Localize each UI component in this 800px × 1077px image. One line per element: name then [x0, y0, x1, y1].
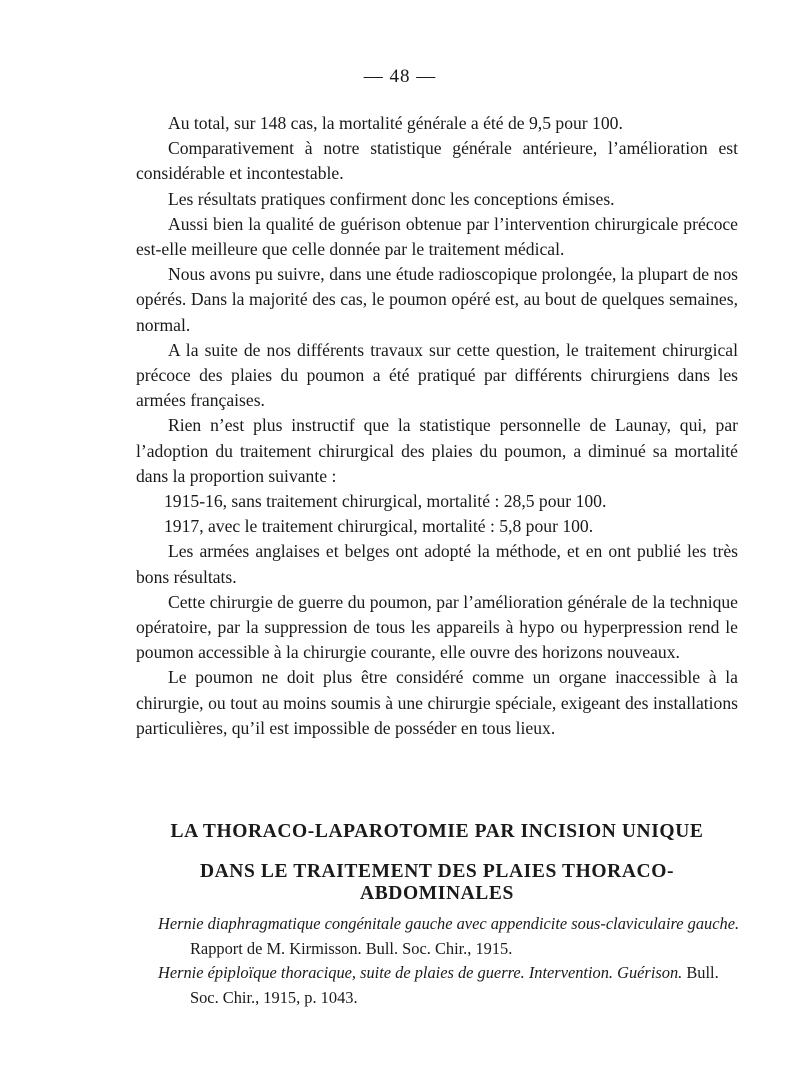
paragraph: Aussi bien la qualité de guérison obtenue par l’intervention chirurgicale précoce est-elle meilleure que celle donnée par le traitement médical. — [136, 213, 738, 260]
statistic-line: 1917, avec le traitement chirurgical, mortalité : 5,8 pour 100. — [164, 516, 594, 537]
page-number: — 48 — — [363, 66, 437, 87]
paragraph: Au total, sur 148 cas, la mortalité générale a été de 9,5 pour 100. — [168, 113, 623, 133]
paragraph: Les résultats pratiques confirment donc les conceptions émises. — [168, 188, 615, 209]
paragraph: Le poumon ne doit plus être considéré comme un organe inaccessible à la chirurgie, ou tout au moins soumis à une chirurgie spéciale, exigeant des installations particulières, qu’il est impossible de posséder en tous lieux. — [136, 667, 738, 738]
reference-title: Hernie épiploïque thoracique, suite de plaies de guerre. Intervention. Guérison. — [158, 963, 683, 982]
paragraph: Comparativement à notre statistique générale antérieure, l’amélioration est considérable et incontestable. — [136, 138, 738, 184]
paragraph: A la suite de nos différents travaux sur cette question, le traitement chirurgical précoce des plaies du poumon a été pratiqué par différents chirurgiens dans les armées françaises. — [136, 339, 738, 411]
reference-item — [158, 961, 748, 1010]
reference-item — [158, 912, 748, 961]
reference-source: Bull. Soc. Chir., 1915, p. 1043. — [190, 963, 719, 1007]
body-text — [136, 111, 738, 741]
section-heading-line-1: LA THORACO-LAPAROTOMIE PAR INCISION UNIQUE — [170, 821, 704, 842]
paragraph: Les armées anglaises et belges ont adopté la méthode, et en ont publié les très bons résultats. — [136, 541, 738, 587]
statistic-line: 1915-16, sans traitement chirurgical, mortalité : 28,5 pour 100. — [164, 491, 607, 512]
paragraph: Cette chirurgie de guerre du poumon, par l’amélioration générale de la technique opératoire, par la suppression de tous les appareils à hypo ou hyperpression rend le poumon accessible à la chirurgie courante, elle ouvre des horizons nouveaux. — [136, 591, 738, 663]
reference-title: Hernie diaphragmatique congénitale gauche avec appendicite sous-claviculaire gauche. — [158, 914, 740, 933]
section-heading-line-2: DANS LE TRAITEMENT DES PLAIES THORACO-ABDOMINALES — [199, 861, 675, 904]
paragraph: Rien n’est plus instructif que la statistique personnelle de Launay, qui, par l’adoption du traitement chirurgical des plaies du poumon, a diminué sa mortalité dans la proportion suivante : — [136, 415, 738, 486]
paragraph: Nous avons pu suivre, dans une étude radioscopique prolongée, la plupart de nos opérés. Dans la majorité des cas, le poumon opéré est, au bout de quelques semaines, normal. — [136, 264, 738, 335]
reference-source: Rapport de M. Kirmisson. Bull. Soc. Chir., 1915. — [190, 938, 513, 958]
references — [158, 912, 748, 1010]
